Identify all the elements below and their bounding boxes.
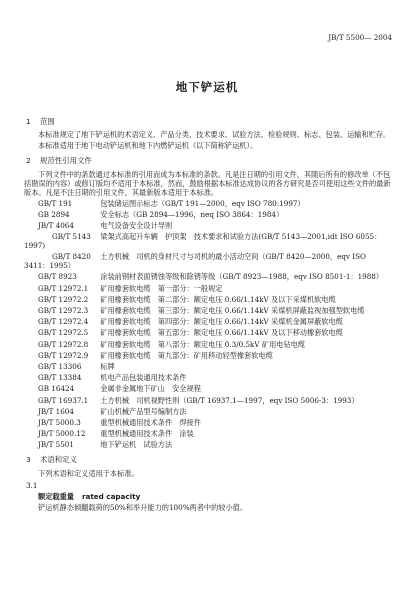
reference-item: GB/T 12972.3 矿用橡套软电缆 第三部分：额定电压 0.66/1.14kV 采煤机屏蔽监视加强型软电缆 bbox=[38, 306, 365, 315]
reference-item: GB/T 12972.1 矿用橡套软电缆 第一部分：一般规定 bbox=[38, 283, 223, 293]
paragraph: 本标准适用于地下电动铲运机和地下内燃铲运机（以下简称铲运机）。 bbox=[38, 141, 258, 151]
reference-item: GB/T 13384 机电产品包装通用技术条件 bbox=[38, 373, 187, 383]
term-zh: 额定载重量 bbox=[38, 491, 74, 501]
reference-item: JB/T 1604 矿山机械产品型号编制方法 bbox=[38, 406, 187, 416]
reference-item: GB/T 12972.9 矿用橡套软电缆 第九部分：矿用移动轻型橡套软电缆 bbox=[38, 350, 273, 360]
reference-item: GB 16424 金属非金属地下矿山 安全规程 bbox=[38, 384, 201, 394]
paragraph: 下列术语和定义适用于本标准。 bbox=[38, 468, 139, 478]
reference-item: GB/T 191 包装储运图示标志（GB/T 191—2000，eqv ISO 780:1997） bbox=[38, 198, 305, 208]
reference-item: GB/T 8420 土方机械 司机的身材尺寸与司机的最小活动空间（GB/T 8420—2000，eqv ISO 3411：1995） bbox=[24, 252, 366, 271]
page-title: 地下铲运机 bbox=[175, 80, 239, 94]
section-heading-normative-references: 2 规范性引用文件 bbox=[26, 156, 92, 166]
reference-item: GB/T 12972.5 矿用橡套软电缆 第五部分：额定电压 0.66/1.14kV 及以下移动橡套软电缆 bbox=[38, 328, 343, 338]
reference-item: GB/T 5143 梁架式高起升车辆 护顶架 技术要求和试验方法(GB/T 5143—2001,idt ISO 6055：1997) bbox=[24, 232, 382, 251]
reference-item: GB/T 12972.2 矿用橡套软电缆 第二部分：额定电压 0.66/1.14kV 及以下采煤机软电缆 bbox=[38, 294, 336, 304]
paragraph: 下列文件中的条款通过本标准的引用而成为本标准的条款。凡是注日期的引用文件，其随后所有的修改单（不包括勘误的内容）或修订版均不适用于本标准，然而，鼓励根据本标准达成协议的各方研究是否可使用这些文件的最新版本。凡是不注日期的引用文件，其最新版本适用于本标准。 bbox=[24, 169, 391, 197]
standard-code: JB/T 5500— 2004 bbox=[328, 33, 392, 42]
section-heading-terms-definitions: 3 术语和定义 bbox=[26, 455, 77, 465]
term-definition: 铲运机静态倾翻载荷的50%和举升能力的100%两者中的较小值。 bbox=[38, 502, 248, 512]
reference-item: JB/T 5501 地下铲运机 试验方法 bbox=[38, 440, 173, 450]
term-number: 3.1 bbox=[26, 480, 38, 490]
reference-item: GB 2894 安全标志（GB 2894—1996，neq ISO 3864：1984） bbox=[38, 209, 284, 219]
term-en: rated capacity bbox=[81, 491, 141, 501]
reference-item: GB/T 13306 标牌 bbox=[38, 361, 115, 371]
reference-item: JB/T 4064 电气设备安全设计导则 bbox=[38, 220, 173, 230]
reference-item: GB/T 8923 涂装前钢材表面锈蚀等级和除锈等级（GB/T 8923—1988，eqv ISO 8501-1：1988） bbox=[38, 272, 384, 282]
reference-item: JB/T 5000.3 重型机械通用技术条件 焊接件 bbox=[38, 417, 201, 427]
section-heading-scope: 1 范围 bbox=[26, 117, 55, 126]
reference-item: GB/T 16937.1 土方机械 司机视野性则（GB/T 16937.1—1997，eqv ISO 5006-3：1993） bbox=[38, 395, 359, 405]
reference-item: GB/T 12972.4 矿用橡套软电缆 第四部分：额定电压 0.66/1.14kV 采煤机金属屏蔽软电缆 bbox=[38, 317, 343, 327]
paragraph: 本标准规定了地下铲运机的术语定义、产品分类、技术要求、试验方法、检验规则、标志、包装、运输和贮存。 bbox=[38, 130, 391, 140]
reference-item: GB/T 12972.8 矿用橡套软电缆 第八部分：额定电压 0.3/0.5kV 矿用电钻电缆 bbox=[38, 339, 306, 349]
term-title bbox=[24, 492, 392, 501]
document-body bbox=[24, 111, 392, 512]
reference-item: JB/T 5000.12 重型机械通用技术条件 涂装 bbox=[38, 429, 194, 439]
